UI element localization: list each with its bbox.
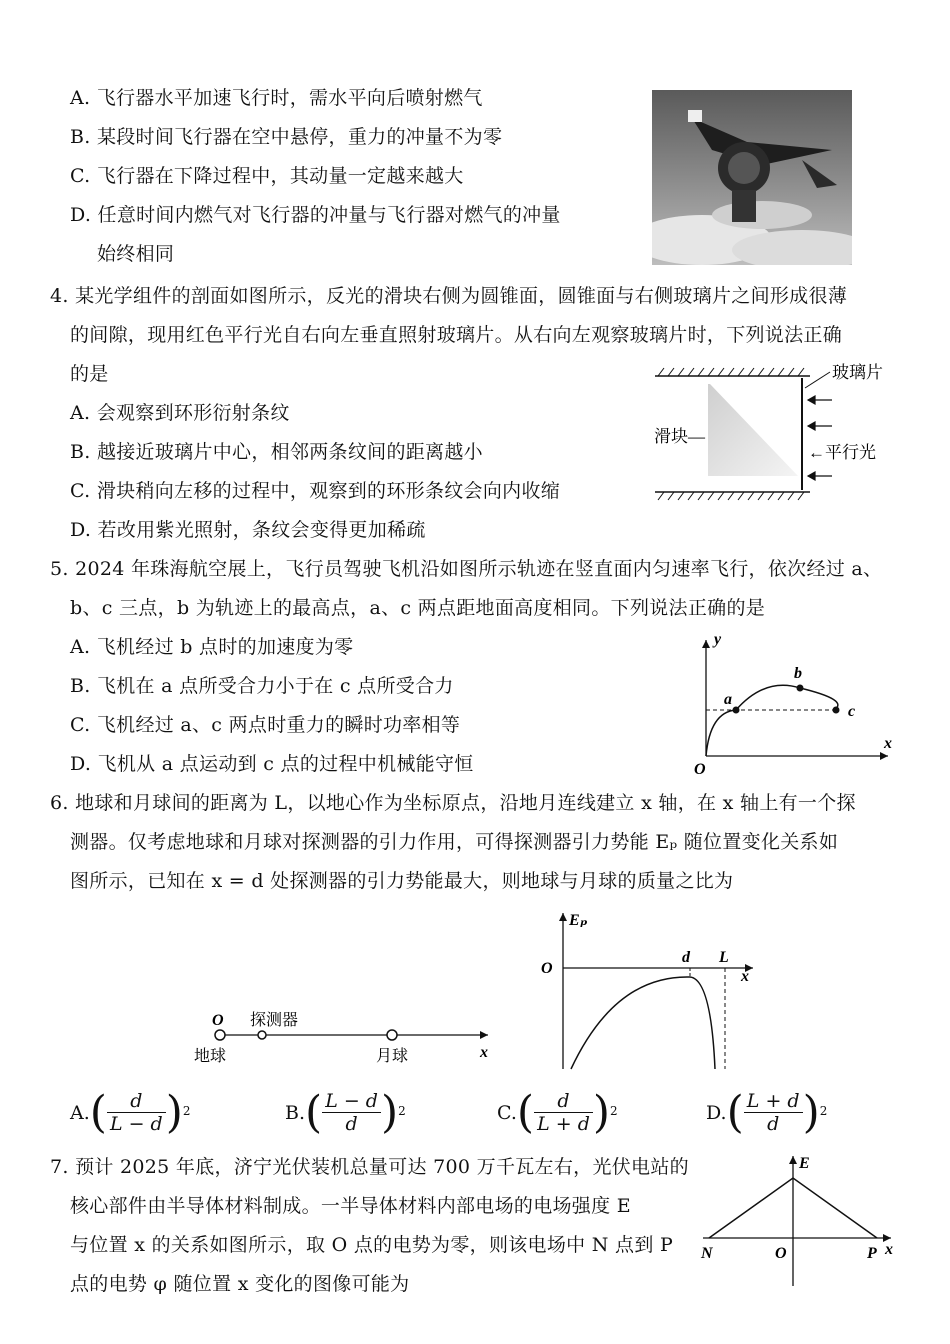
q4-option-a: A. 会观察到环形衍射条纹 bbox=[70, 402, 290, 424]
q7-field-strength-figure bbox=[695, 1150, 905, 1290]
q6-earth-moon-axis-figure bbox=[190, 1005, 500, 1075]
svg-text:Eₚ: Eₚ bbox=[569, 912, 588, 929]
ep-curve bbox=[571, 977, 715, 1069]
point-b bbox=[797, 685, 804, 692]
q7-stem-line-2: 核心部件由半导体材料制成。一半导体材料内部电场的电场强度 E bbox=[70, 1195, 631, 1217]
svg-text:y: y bbox=[714, 631, 722, 648]
svg-text:O: O bbox=[212, 1012, 224, 1029]
q5-stem-line-1: 5. 2024 年珠海航空展上，飞行员驾驶飞机沿如图所示轨迹在竖直面内匀速率飞行，依次经过 a、 bbox=[50, 558, 883, 580]
svg-text:L: L bbox=[719, 949, 729, 966]
q4-optical-figure bbox=[640, 358, 910, 508]
svg-text:O: O bbox=[541, 960, 553, 977]
svg-text:x: x bbox=[884, 735, 892, 752]
svg-text:O: O bbox=[775, 1245, 787, 1262]
slider-label: 滑块— bbox=[654, 427, 705, 446]
moon-marker bbox=[387, 1030, 397, 1040]
svg-text:E: E bbox=[799, 1155, 810, 1172]
point-c bbox=[833, 707, 840, 714]
parallel-light-arrows bbox=[808, 396, 832, 480]
svg-text:a: a bbox=[724, 691, 732, 708]
svg-text:b: b bbox=[794, 665, 802, 682]
jetpack-flyer-image bbox=[652, 90, 852, 265]
q5-option-a: A. 飞机经过 b 点时的加速度为零 bbox=[70, 636, 354, 658]
q6-stem-line-2: 测器。仅考虑地球和月球对探测器的引力作用，可得探测器引力势能 Eₚ 随位置变化关系如 bbox=[70, 831, 839, 853]
q3-option-a: A. 飞行器水平加速飞行时，需水平向后喷射燃气 bbox=[70, 87, 483, 109]
q4-option-d: D. 若改用紫光照射，条纹会变得更加稀疏 bbox=[70, 519, 426, 541]
q3-option-c: C. 飞行器在下降过程中，其动量一定越来越大 bbox=[70, 165, 464, 187]
svg-text:月球: 月球 bbox=[376, 1048, 409, 1065]
parallel-light-label: ←平行光 bbox=[808, 443, 876, 462]
q4-option-c: C. 滑块稍向左移的过程中，观察到的环形条纹会向内收缩 bbox=[70, 480, 561, 502]
q3-option-d-cont: 始终相同 bbox=[97, 243, 175, 265]
svg-text:x: x bbox=[741, 968, 749, 985]
q5-option-b: B. 飞机在 a 点所受合力小于在 c 点所受合力 bbox=[70, 675, 454, 697]
q4-option-b: B. 越接近玻璃片中心，相邻两条纹间的距离越小 bbox=[70, 441, 483, 463]
q6-stem-line-1: 6. 地球和月球间的距离为 L，以地心作为坐标原点，沿地月连线建立 x 轴，在 x 轴上有一个探 bbox=[50, 792, 856, 814]
svg-text:d: d bbox=[682, 949, 690, 966]
q6-potential-energy-figure bbox=[535, 905, 765, 1075]
svg-text:地球: 地球 bbox=[194, 1048, 227, 1065]
q6-option-c: C. ( $\frac{d}{L + d}$ ) 2 bbox=[497, 1086, 618, 1138]
svg-text:N: N bbox=[701, 1245, 713, 1262]
q5-option-d: D. 飞机从 a 点运动到 c 点的过程中机械能守恒 bbox=[70, 753, 474, 775]
q4-stem-line-1: 4. 某光学组件的剖面如图所示，反光的滑块右侧为圆锥面，圆锥面与右侧玻璃片之间形成很薄 bbox=[50, 285, 848, 307]
probe-marker bbox=[258, 1031, 266, 1039]
q4-stem-line-2: 的间隙，现用红色平行光自右向左垂直照射玻璃片。从右向左观察玻璃片时，下列说法正确 bbox=[70, 324, 843, 346]
svg-text:c: c bbox=[848, 703, 856, 720]
svg-text:P: P bbox=[867, 1245, 877, 1262]
q7-stem-line-3: 与位置 x 的关系如图所示，取 O 点的电势为零，则该电场中 N 点到 P bbox=[70, 1234, 674, 1256]
q6-stem-line-3: 图所示，已知在 x = d 处探测器的引力势能最大，则地球与月球的质量之比为 bbox=[70, 870, 734, 892]
svg-text:x: x bbox=[480, 1044, 488, 1061]
svg-text:x: x bbox=[885, 1241, 893, 1258]
jetpack-flyer-photo bbox=[652, 90, 852, 265]
glass-label: 玻璃片 bbox=[832, 363, 883, 382]
svg-text:O: O bbox=[694, 761, 706, 778]
q4-stem-line-3: 的是 bbox=[70, 363, 109, 385]
svg-text:探测器: 探测器 bbox=[250, 1012, 299, 1029]
q7-stem-line-4: 点的电势 φ 随位置 x 变化的图像可能为 bbox=[70, 1273, 410, 1295]
q5-trajectory-figure bbox=[690, 632, 900, 780]
slider-block bbox=[708, 384, 798, 476]
earth-marker bbox=[215, 1030, 225, 1040]
q5-stem-line-2: b、c 三点，b 为轨迹上的最高点，a、c 两点距地面高度相同。下列说法正确的是 bbox=[70, 597, 766, 619]
q6-option-a: A. ( $\frac{d}{L - d}$ ) 2 bbox=[70, 1086, 191, 1138]
q7-stem-line-1: 7. 预计 2025 年底，济宁光伏装机总量可达 700 万千瓦左右，光伏电站的 bbox=[50, 1156, 689, 1178]
q6-option-d: D. ( $\frac{L + d}{d}$ ) 2 bbox=[706, 1086, 828, 1138]
q3-option-b: B. 某段时间飞行器在空中悬停，重力的冲量不为零 bbox=[70, 126, 503, 148]
q5-option-c: C. 飞机经过 a、c 两点时重力的瞬时功率相等 bbox=[70, 714, 461, 736]
q3-option-d: D. 任意时间内燃气对飞行器的冲量与飞行器对燃气的冲量 bbox=[70, 204, 561, 226]
point-a bbox=[733, 707, 740, 714]
q6-option-b: B. ( $\frac{L - d}{d}$ ) 2 bbox=[285, 1086, 406, 1138]
